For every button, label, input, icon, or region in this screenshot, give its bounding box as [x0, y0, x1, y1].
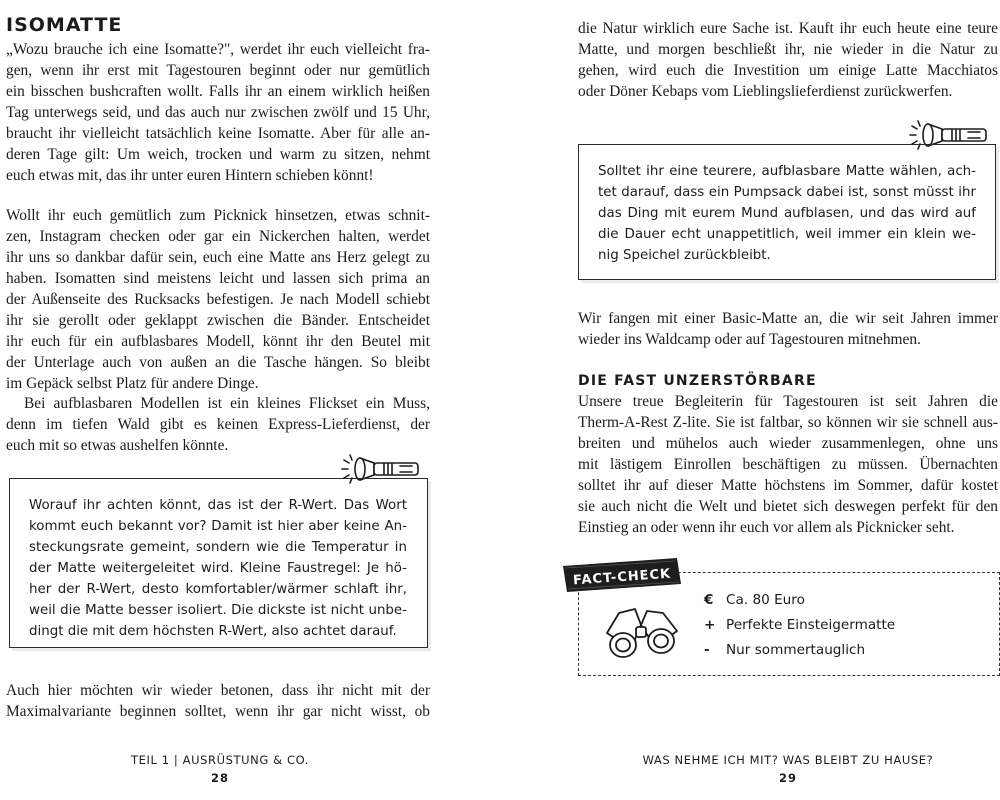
text-line: Tag unterwegs seid, und das auch nur zwischen zwölf und 15 Uhr, — [6, 104, 430, 121]
text-line: das Ding mit eurem Mund aufblasen, und das wird auf — [598, 206, 976, 221]
text-line: denn im tiefen Wald gibt es keinen Express-Lieferdienst, der — [6, 416, 430, 433]
text-line: kommt euch bekannt vor? Damit ist hier aber keine An- — [29, 519, 407, 534]
page-footer — [0, 753, 440, 785]
fact-item-price — [704, 588, 895, 613]
text-line: solltet ihr auf dieser Matte höchstens im Sommer, dafür kostet — [578, 477, 998, 494]
text-line: der Unterlage auch von außen an die Tasche hängen. So bleibt — [6, 354, 430, 371]
page-number: 29 — [778, 771, 797, 785]
fact-item-con — [704, 638, 895, 663]
tip-text — [598, 161, 976, 266]
text-line: Worauf ihr achten könnt, das ist der R-Wert. Das Wort — [29, 498, 407, 513]
minus-icon: - — [704, 642, 710, 658]
text-line: Wollt ihr euch gemütlich zum Picknick hinsetzen, etwas schnit- — [6, 207, 430, 224]
text-line: deren Tage gilt: Um weich, trocken und warm zu sitzen, nehmt — [6, 146, 430, 163]
subheading: DIE FAST UNZERSTÖRBARE — [578, 373, 817, 389]
paragraph-flickset — [6, 393, 430, 456]
text-line: ein bisschen bushcraften wollt. Falls ihr an einem wirklich heißen — [6, 83, 430, 100]
tip-box-r-value — [9, 478, 428, 648]
text-line: tet darauf, dass ein Pumpsack dabei ist, sonst müsst ihr — [598, 185, 976, 200]
text-line: Unsere treue Begleiterin für Tagestouren ist seit Jahren die — [578, 393, 998, 410]
text-line: euch mit so etwas aushelfen könnte. — [6, 437, 229, 454]
text-line: Bei aufblasbaren Modellen ist ein kleines Flickset ein Muss, — [24, 395, 430, 412]
binoculars-icon — [601, 603, 683, 663]
page-number: 28 — [210, 771, 229, 785]
fact-text: Perfekte Einsteigermatte — [726, 617, 896, 633]
text-line: im Gepäck selbst Platz für andere Dinge. — [6, 375, 259, 392]
text-line: oder Döner Kebaps vom Lieblingslieferdienst zurückwerfen. — [578, 83, 953, 100]
paragraph-basic-mat — [578, 308, 998, 350]
footer-title: WAS NEHME ICH MIT? WAS BLEIBT ZU HAUSE? — [642, 753, 934, 767]
section-title: ISOMATTE — [6, 14, 123, 36]
text-line: sie auch nicht die Welt und bietet sich deswegen perfekt für den — [578, 498, 998, 515]
tip-box-pump-sack — [578, 144, 996, 280]
text-line: zen, Instagram checken oder gar ein Nickerchen halten, werdet — [6, 228, 430, 245]
text-line: weil die Matte besser isoliert. Die dickste ist nicht unbe- — [29, 603, 407, 618]
text-line: Wir fangen mit einer Basic-Matte an, die wir seit Jahren immer — [578, 310, 998, 327]
fact-check-list — [704, 588, 895, 663]
fact-item-pro — [704, 613, 895, 638]
text-line: steckungsrate gemeint, sondern wie die Temperatur in — [29, 540, 407, 555]
euro-icon: € — [704, 592, 714, 608]
paragraph-continued — [578, 18, 998, 102]
text-line: „Wozu brauche ich eine Isomatte?", werdet ihr euch vielleicht fra- — [6, 41, 430, 58]
fact-text: Nur sommertauglich — [726, 642, 866, 658]
text-line: der Matte weitergeleitet wird. Kleine Faustregel: Je hö- — [29, 561, 407, 576]
text-line: Auch hier möchten wir wieder betonen, dass ihr nicht mit der — [6, 682, 430, 699]
text-line: dingt die mit dem höchsten R-Wert, also achtet darauf. — [29, 624, 397, 639]
paragraph-intro — [6, 39, 430, 186]
text-line: haben. Isomatten sind meistens leicht und lassen sich prima an — [6, 270, 430, 287]
right-page — [572, 0, 1000, 800]
text-line: ihr uns so dankbar dafür sein, euch eine Matte ans Herz gelegt zu — [6, 249, 430, 266]
text-line: die Dauer echt unappetitlich, weil immer ein klein we- — [598, 227, 976, 242]
fact-check-label: FACT-CHECK — [572, 566, 672, 589]
text-line: Einstieg an oder wenn ihr euch vor allem als Picknicker seht. — [578, 519, 955, 536]
text-line: euch etwas mit, das ihr unter euren Hintern schieben könnt! — [6, 167, 374, 184]
text-line: gehen, wird euch die Investition um einige Latte Macchiatos — [578, 62, 998, 79]
plus-icon: + — [704, 617, 716, 633]
text-line: her der R-Wert, desto komfortabler/wärmer schlaft ihr, — [29, 582, 407, 597]
text-line: Solltet ihr eine teurere, aufblasbare Matte wählen, ach- — [598, 164, 976, 179]
tip-text — [29, 495, 407, 642]
text-line: braucht ihr vielleicht tatsächlich keine Isomatte. Aber für alle an- — [6, 125, 430, 142]
fact-check-badge — [559, 556, 683, 594]
text-line: der Außenseite des Rucksacks befestigen. Je nach Modell schiebt — [6, 291, 430, 308]
text-line: ihr sie gerollt oder geklappt zwischen die Bänder. Entscheidet — [6, 312, 430, 329]
fact-check-box — [572, 566, 1000, 676]
paragraph-closing — [6, 680, 430, 722]
text-line: breiten und mühelos auch wieder zusammenlegen, ohne uns — [578, 435, 998, 452]
text-line: die Natur wirklich eure Sache ist. Kauft ihr euch heute eine teure — [578, 20, 998, 37]
text-line: mit lästigem Einrollen beschäftigen zu müssen. Übernachten — [578, 456, 998, 473]
text-line: Maximalvariante beginnen solltet, wenn ihr gar nicht wisst, ob — [6, 703, 430, 720]
text-line: Matte, und morgen beschließt ihr, nie wieder in die Natur zu — [578, 41, 998, 58]
text-line: wieder ins Waldcamp oder auf Tagestouren mitnehmen. — [578, 331, 921, 348]
text-line: ihr euch für ein aufblasbares Modell, könnt ihr den Beutel mit — [6, 333, 430, 350]
paragraph-picnic — [6, 205, 430, 394]
left-page — [0, 0, 440, 800]
fact-text: Ca. 80 Euro — [726, 592, 805, 608]
text-line: Therm-A-Rest Z-lite. Sie ist faltbar, so können wir sie schnell aus- — [578, 414, 998, 431]
paragraph-z-lite — [578, 391, 998, 538]
text-line: gen, wenn ihr erst mit Tagestouren beginnt oder nur gemütlich — [6, 62, 430, 79]
text-line: nig Speichel zurückbleibt. — [598, 248, 771, 263]
page-footer — [576, 753, 1000, 785]
footer-title: TEIL 1 | AUSRÜSTUNG & CO. — [130, 753, 310, 767]
